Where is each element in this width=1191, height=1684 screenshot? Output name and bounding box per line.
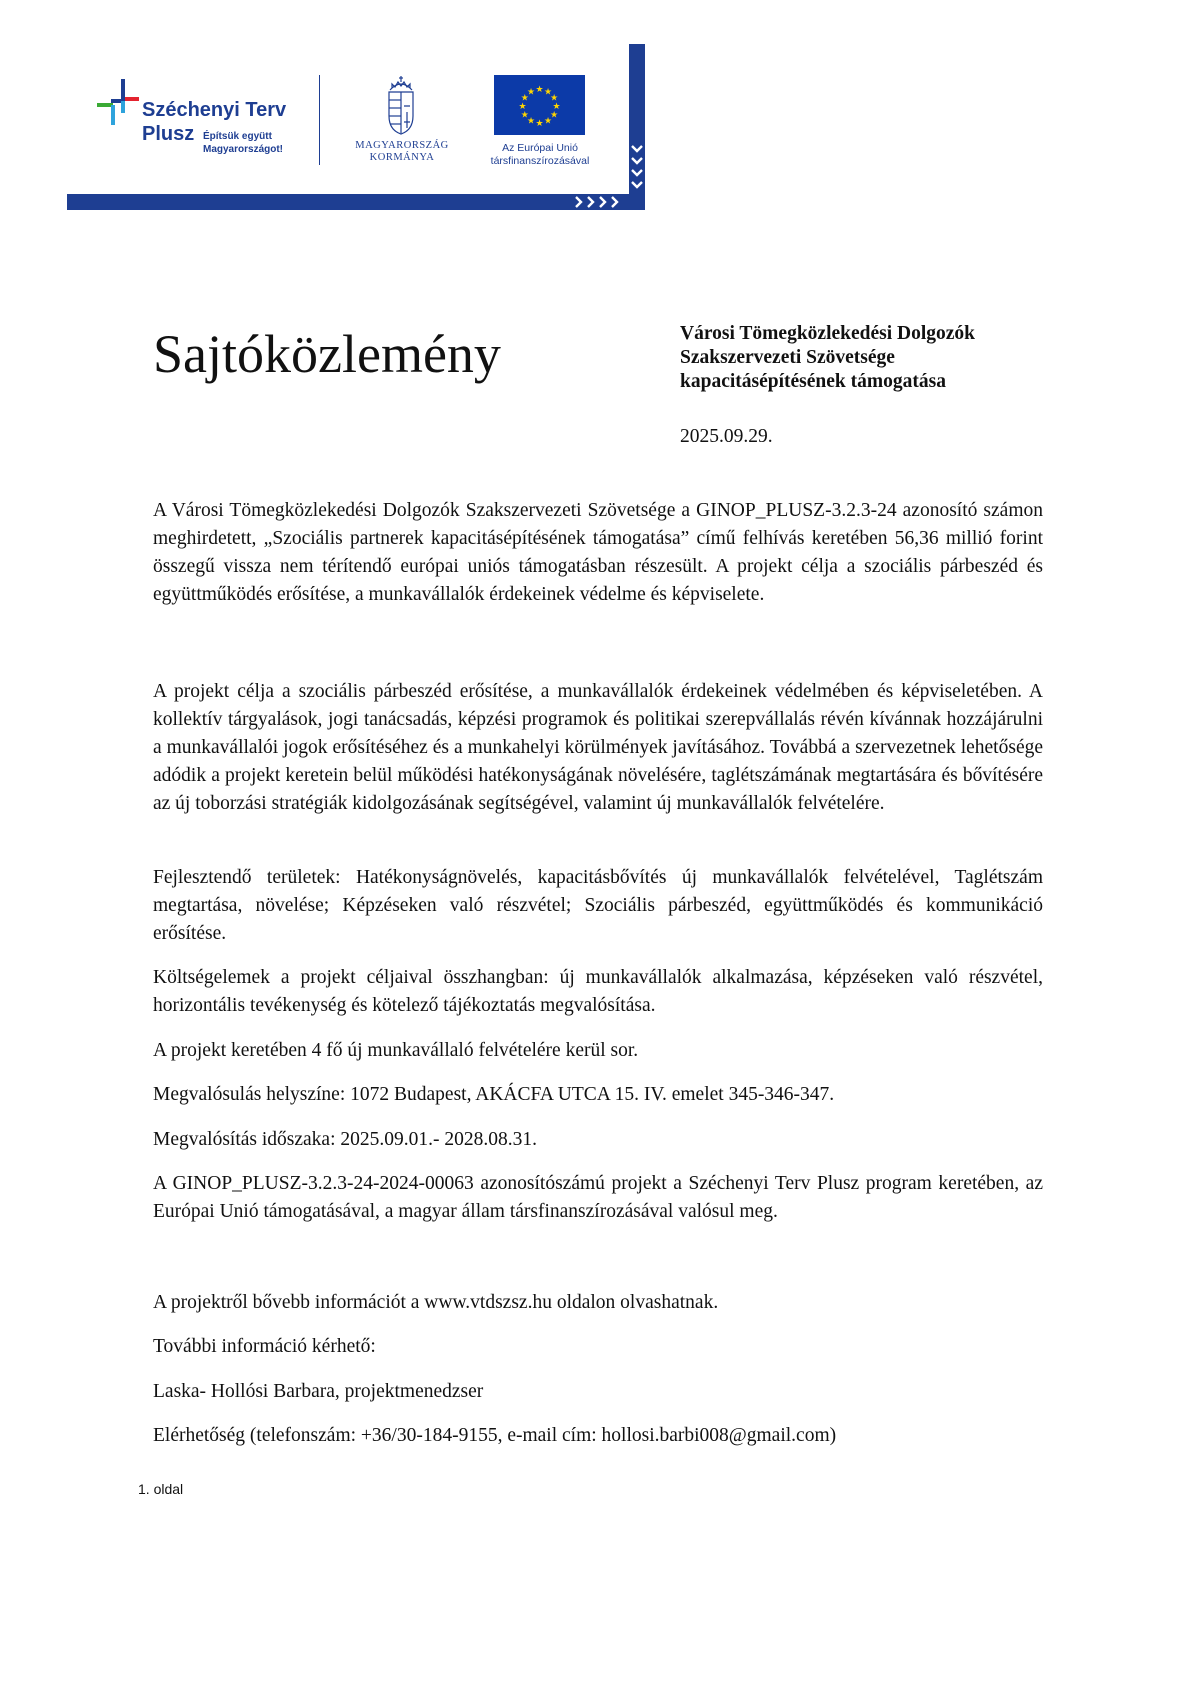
chevrons-down-icon: [629, 140, 645, 190]
period-text: Megvalósítás időszaka: 2025.09.01.- 2028.08.31.: [153, 1129, 537, 1150]
location-text: Megvalósulás helyszíne: 1072 Budapest, AKÁCFA UTCA 15. IV. emelet 345-346-347.: [153, 1084, 835, 1105]
eu-label: Az Európai Unió társfinanszírozásával: [490, 142, 590, 167]
goal-paragraph: [153, 678, 1043, 818]
government-label: MAGYARORSZÁG KORMÁNYA: [355, 140, 449, 163]
further-info-text: További információ kérhető:: [153, 1336, 376, 1357]
period-paragraph: [153, 1126, 1043, 1154]
svg-text:★: ★: [550, 93, 559, 104]
hungarian-coat-of-arms-icon: [384, 76, 418, 136]
location-paragraph: [153, 1081, 1043, 1109]
document-date: 2025.09.29.: [680, 426, 773, 447]
new-hires-paragraph: [153, 1037, 1043, 1065]
eu-flag-icon: [494, 75, 585, 135]
svg-text:★: ★: [543, 87, 553, 98]
szechenyi-tagline: Építsük együtt Magyarországot!: [203, 131, 284, 155]
szechenyi-cross-logo-icon: [97, 79, 139, 125]
more-info-paragraph: [153, 1289, 1043, 1317]
cost-elements-text: Költségelemek a projekt céljaival összhangban: új munkavállalók alkalmazása, képzéseken való részvétel, horizontális tevékenység és kötelező tájékoztatás megvalósítása.: [153, 967, 1043, 1016]
development-areas-text: Fejlesztendő területek: Hatékonyságnövelés, kapacitásbővítés új munkavállalók felvételével, Taglétszám megtartása, növelése; Képzéseken való részvétel; Szociális párbeszéd, együttműködés és kommunikáció erősítése.: [153, 867, 1043, 944]
svg-text:★: ★: [552, 102, 561, 112]
svg-text:★: ★: [526, 116, 536, 127]
contact-name-paragraph: [153, 1378, 1043, 1406]
program-text: A GINOP_PLUSZ-3.2.3-24-2024-00063 azonosítószámú projekt a Széchenyi Terv Plusz program keretében, az Európai Unió támogatásával, a magyar állam társfinanszírozásával valósul meg.: [153, 1173, 1043, 1222]
szechenyi-name: Széchenyi Terv: [142, 99, 287, 121]
banner-horizontal-bar: [67, 194, 645, 210]
svg-text:★: ★: [520, 93, 529, 104]
contact-name-text: Laska- Hollósi Barbara, projektmenedzser: [153, 1381, 484, 1402]
page-number: 1. oldal: [138, 1481, 184, 1497]
svg-text:★: ★: [520, 110, 529, 121]
logo-divider: [319, 75, 320, 165]
cost-elements-paragraph: [153, 964, 1043, 1020]
svg-text:★: ★: [535, 119, 544, 129]
logo-banner: [67, 44, 645, 212]
goal-text: A projekt célja a szociális párbeszéd erősítése, a munkavállalók érdekeinek védelmében és képviseletében. A kollektív tárgyalások, jogi tanácsadás, képzési programok és politikai szerepvállalás révén kívánnak hozzájárulni a munkavállalói jogok erősítéséhez és a munkahelyi körülmények javításához. Továbbá a szervezetnek lehetősége adódik a projekt keretein belül működési hatékonyságának növelésére, taglétszámának megtartására és bővítésére az új toborzási stratégiák kidolgozásának segítségével, valamint új munkavállalók felvételére.: [153, 681, 1043, 814]
intro-text: A Városi Tömegközlekedési Dolgozók Szakszervezeti Szövetsége a GINOP_PLUSZ-3.2.3-24 azonosító számon meghirdetett, „Szociális partnerek kapacitásépítésének támogatása” című felhívás keretében 56,36 millió forint összegű vissza nem térítendő európai uniós támogatásban részesült. A projekt célja a szociális párbeszéd és együttműködés erősítése, a munkavállalók érdekeinek védelme és képviselete.: [153, 500, 1043, 605]
document-title: Sajtóközlemény: [153, 324, 501, 384]
program-paragraph: [153, 1170, 1043, 1226]
development-areas-paragraph: [153, 864, 1043, 948]
svg-text:★: ★: [518, 102, 527, 112]
svg-text:★: ★: [550, 110, 559, 121]
svg-text:★: ★: [535, 85, 544, 95]
contact-paragraph: [153, 1422, 1043, 1450]
svg-text:★: ★: [543, 116, 553, 127]
new-hires-text: A projekt keretében 4 fő új munkavállaló felvételére kerül sor.: [153, 1040, 639, 1061]
chevrons-right-icon: [572, 194, 626, 210]
szechenyi-plus: Plusz: [142, 123, 195, 145]
organization-heading: Városi Tömegközlekedési Dolgozók Szakszervezeti Szövetsége kapacitásépítésének támogatása: [680, 323, 976, 392]
more-info-text: A projektről bővebb információt a www.vtdszsz.hu oldalon olvashatnak.: [153, 1292, 719, 1313]
further-info-paragraph: [153, 1333, 1043, 1361]
svg-text:★: ★: [526, 87, 536, 98]
intro-paragraph: [153, 497, 1043, 609]
contact-text: Elérhetőség (telefonszám: +36/30-184-9155, e-mail cím: hollosi.barbi008@gmail.com): [153, 1425, 837, 1446]
